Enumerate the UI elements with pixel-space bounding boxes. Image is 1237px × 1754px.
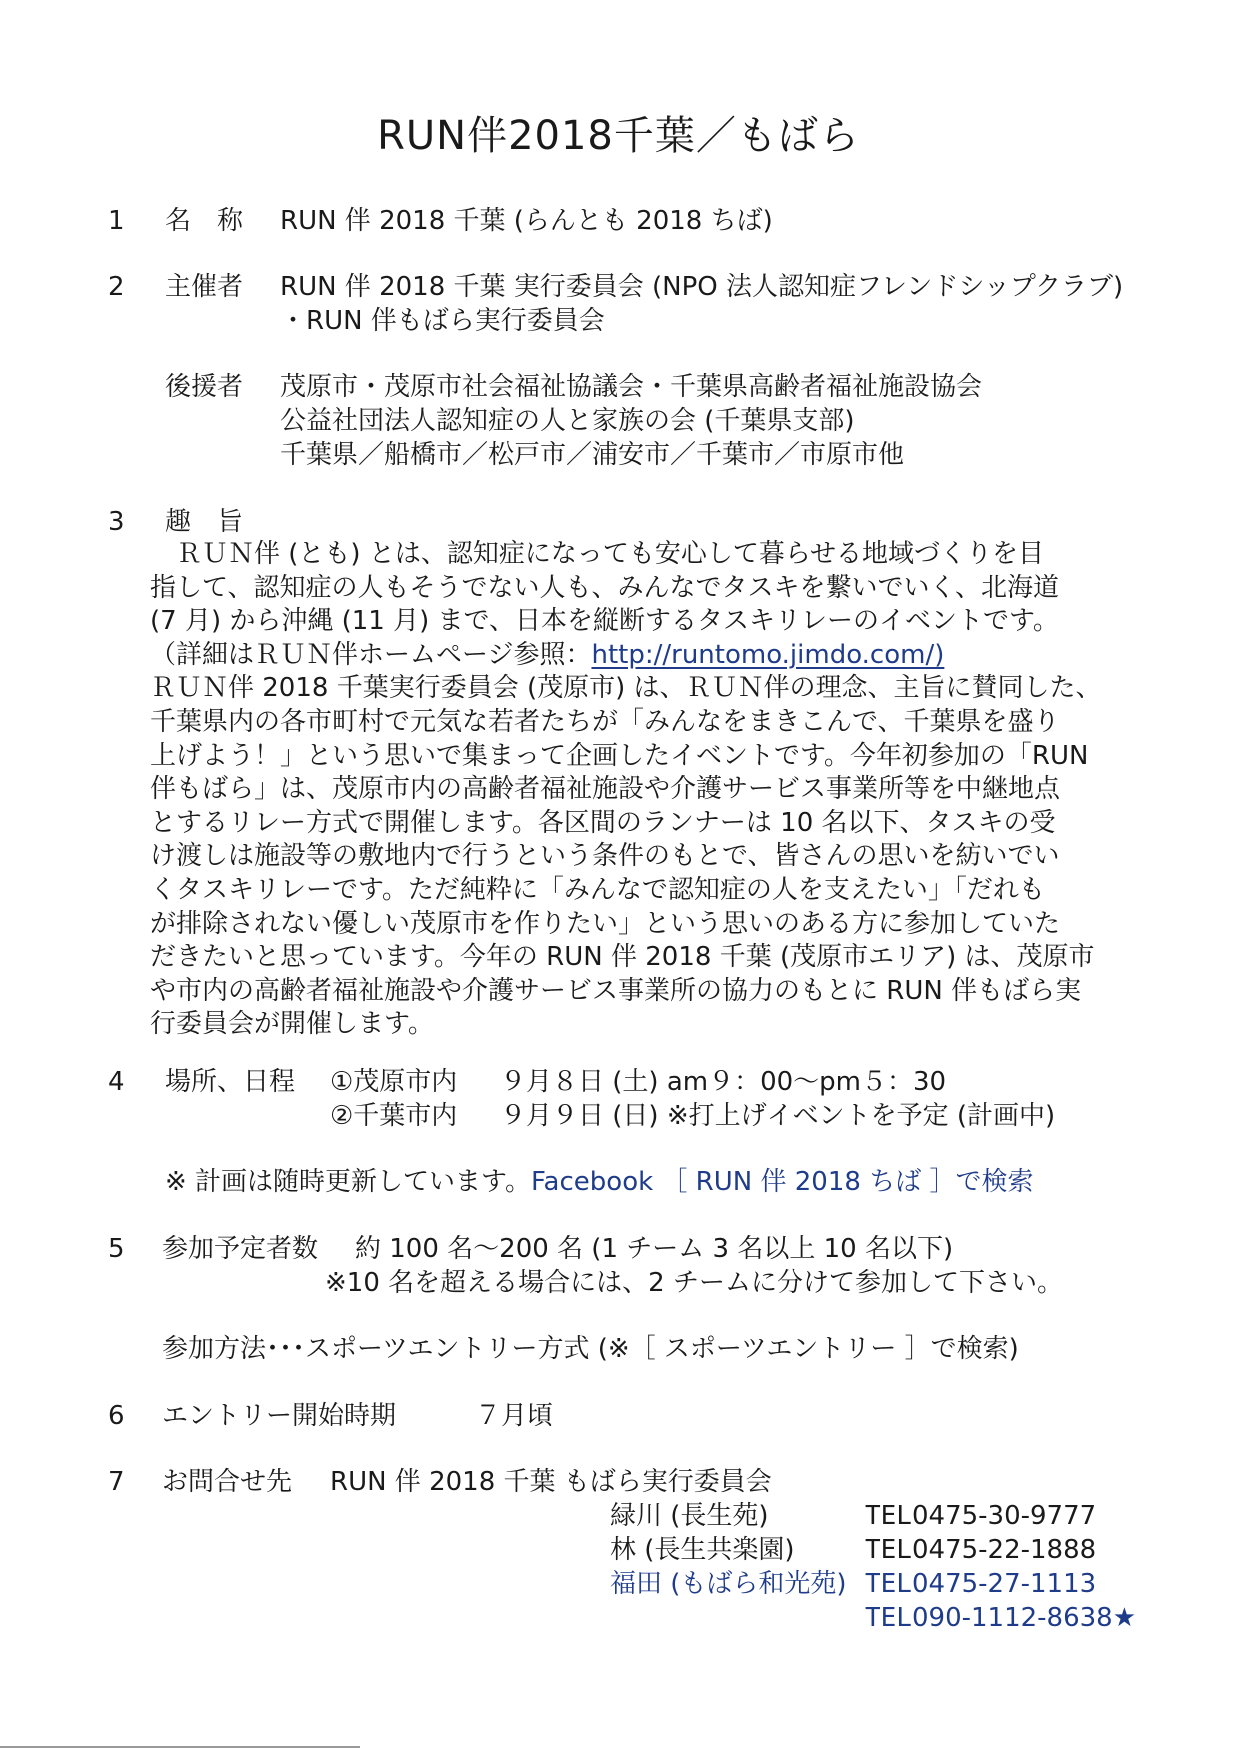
contact-name: 林 (長生共楽園)	[610, 1535, 795, 1565]
organizer-line-2: ・RUN 伴もばら実行委員会	[280, 306, 605, 336]
section-5-number: 5	[108, 1234, 125, 1264]
schedule-1-date: ９月８日 (土) am９：00～pm５：30	[500, 1067, 947, 1097]
schedule-note	[165, 1165, 1033, 1199]
purpose-line: 千葉県内の各市町村で元気な若者たちが「みんなをまきこんで、千葉県を盛り	[150, 706, 1060, 737]
purpose-line: だきたいと思っています。今年の RUN 伴 2018 千葉 (茂原市エリア) は、茂原市	[150, 942, 1095, 973]
purpose-line: ＲＵＮ伴 (とも) とは、認知症になっても安心して暮らせる地域づくりを目	[150, 539, 1045, 569]
section-6-label: エントリー開始時期	[162, 1401, 397, 1431]
contact-name: 緑川 (長生苑)	[610, 1501, 769, 1531]
schedule-2-place: ②千葉市内	[330, 1101, 458, 1131]
supporter-line-3: 千葉県／船橋市／松戸市／浦安市／千葉市／市原市他	[280, 440, 905, 470]
contact-mobile-phone[interactable]: 090-1112-8638★	[912, 1603, 1137, 1633]
tel-label: TEL	[865, 1569, 912, 1599]
purpose-reference	[150, 639, 1135, 673]
tel-label: TEL	[865, 1501, 912, 1531]
participants-note: ※10 名を超える場合には、2 チームに分けて参加して下さい。	[325, 1268, 1063, 1298]
contact-organization: RUN 伴 2018 千葉 もばら実行委員会	[330, 1467, 772, 1497]
contact-name: 福田 (もばら和光苑)	[610, 1569, 847, 1599]
entry-start-period: ７月頃	[475, 1401, 554, 1431]
purpose-line: ＲＵＮ伴 2018 千葉実行委員会 (茂原市) は、ＲＵＮ伴の理念、主旨に賛同した、	[150, 673, 1102, 704]
purpose-paragraph	[150, 538, 1135, 1042]
schedule-1-place: ①茂原市内	[330, 1067, 458, 1097]
purpose-line: 行委員会が開催します。	[150, 1009, 434, 1040]
section-2-label: 主催者	[165, 272, 244, 302]
schedule-note-text: ※ 計画は随時更新しています。	[165, 1167, 531, 1197]
section-1-number: 1	[108, 206, 125, 236]
purpose-line: が排除されない優しい茂原市を作りたい」という思いのある方に参加していた	[150, 908, 1061, 939]
section-3-number: 3	[108, 507, 125, 537]
section-6-number: 6	[108, 1401, 125, 1431]
purpose-line: 伴もばら」は、茂原市内の高齢者福祉施設や介護サービス事業所等を中継地点	[150, 774, 1061, 805]
tel-label: TEL	[865, 1603, 912, 1633]
contact-phone[interactable]: 0475-27-1113	[912, 1569, 1097, 1599]
purpose-line: とするリレー方式で開催します。各区間のランナーは 10 名以下、タスキの受	[150, 807, 1056, 838]
facebook-search-hint: Facebook ［ RUN 伴 2018 ちば ］で検索	[530, 1167, 1034, 1197]
section-2-number: 2	[108, 272, 125, 302]
section-4-label: 場所、日程	[165, 1067, 296, 1097]
participants-count: 約 100 名～200 名 (1 チーム 3 名以上 10 名以下)	[355, 1234, 954, 1264]
page-title: RUN伴2018千葉／もばら	[377, 113, 860, 159]
section-7-number: 7	[108, 1467, 125, 1497]
tel-label: TEL	[865, 1535, 912, 1565]
section-1-text: RUN 伴 2018 千葉 (らんとも 2018 ちば)	[280, 206, 773, 236]
schedule-2-date: ９月９日 (日) ※打上げイベントを予定 (計画中)	[500, 1101, 1056, 1131]
supporter-line-2: 公益社団法人認知症の人と家族の会 (千葉県支部)	[280, 406, 855, 436]
organizer-line-1: RUN 伴 2018 千葉 実行委員会 (NPO 法人認知症フレンドシップクラブ)	[280, 272, 1124, 302]
supporter-label: 後援者	[165, 372, 244, 402]
section-1-label: 名 称	[165, 206, 244, 236]
purpose-line: 上げよう！」という思いで集まって企画したイベントです。今年初参加の「RUN	[150, 740, 1089, 771]
section-3-label: 趣 旨	[165, 507, 244, 537]
purpose-line: や市内の高齢者福祉施設や介護サービス事業所の協力のもとに RUN 伴もばら実	[150, 975, 1082, 1006]
supporter-line-1: 茂原市・茂原市社会福祉協議会・千葉県高齢者福祉施設協会	[280, 372, 983, 402]
section-5-label: 参加予定者数	[162, 1234, 319, 1264]
participation-method: 参加方法･･･スポーツエントリー方式 (※［ スポーツエントリー ］で検索)	[162, 1334, 1019, 1364]
reference-prefix: （詳細はＲＵＮ伴ホームページ参照：	[150, 639, 592, 670]
purpose-line: け渡しは施設等の敷地内で行うという条件のもとで、皆さんの思いを紡いでい	[150, 841, 1060, 872]
purpose-line: 指して、認知症の人もそうでない人も、みんなでタスキを繋いでいく、北海道	[150, 572, 1059, 603]
section-4-number: 4	[108, 1067, 125, 1097]
purpose-line: (7 月) から沖縄 (11 月) まで、日本を縦断するタスキリレーのイベントです。	[150, 606, 1059, 637]
contact-phone[interactable]: 0475-30-9777	[912, 1501, 1097, 1531]
homepage-link[interactable]: http://runtomo.jimdo.com/)	[591, 639, 945, 670]
scan-edge-line	[0, 1746, 360, 1748]
purpose-line: くタスキリレーです。ただ純粋に「みんなで認知症の人を支えたい」「だれも	[150, 874, 1045, 905]
contact-phone[interactable]: 0475-22-1888	[912, 1535, 1097, 1565]
section-7-label: お問合せ先	[162, 1467, 293, 1497]
